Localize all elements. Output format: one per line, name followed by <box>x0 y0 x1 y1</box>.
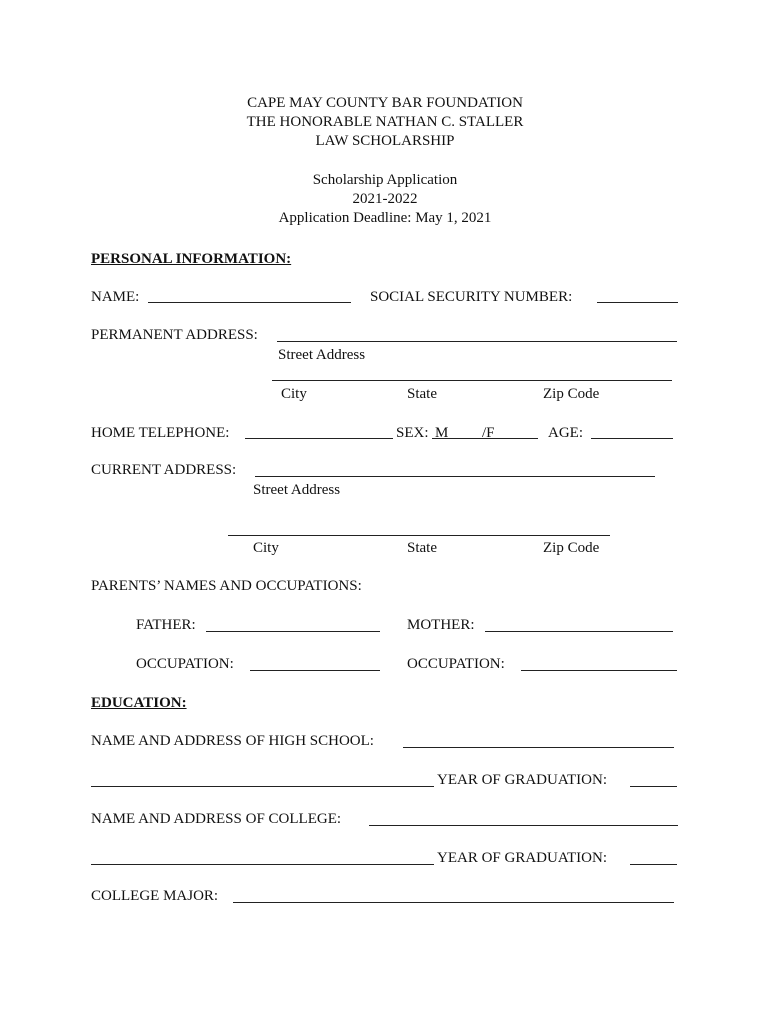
college-major-field[interactable] <box>233 902 674 903</box>
college-year-label: YEAR OF GRADUATION: <box>437 850 608 866</box>
college-major-label: COLLEGE MAJOR: <box>91 888 219 904</box>
application-title: Scholarship Application <box>312 172 458 188</box>
high-school-field[interactable] <box>403 747 674 748</box>
permanent-address-label: PERMANENT ADDRESS: <box>91 327 258 343</box>
foundation-title: CAPE MAY COUNTY BAR FOUNDATION <box>247 95 523 111</box>
scholarship-title: LAW SCHOLARSHIP <box>315 133 455 149</box>
permanent-zip-caption: Zip Code <box>543 386 600 402</box>
high-school-year-label: YEAR OF GRADUATION: <box>437 772 608 788</box>
age-field[interactable] <box>591 438 673 439</box>
name-label: NAME: <box>91 289 140 305</box>
permanent-street-caption: Street Address <box>278 347 366 363</box>
father-occupation-label: OCCUPATION: <box>136 656 234 672</box>
high-school-year-field[interactable] <box>630 786 677 787</box>
current-street-caption: Street Address <box>253 482 341 498</box>
home-telephone-label: HOME TELEPHONE: <box>91 425 230 441</box>
mother-occupation-field[interactable] <box>521 670 677 671</box>
college-field-line2[interactable] <box>91 864 434 865</box>
permanent-state-caption: State <box>407 386 437 402</box>
education-heading: EDUCATION: <box>91 695 187 711</box>
name-field[interactable] <box>148 302 351 303</box>
home-telephone-field[interactable] <box>245 438 393 439</box>
father-field[interactable] <box>206 631 380 632</box>
age-label: AGE: <box>548 425 583 441</box>
ssn-field[interactable] <box>597 302 678 303</box>
mother-field[interactable] <box>485 631 673 632</box>
current-state-caption: State <box>407 540 437 556</box>
current-city-caption: City <box>253 540 279 556</box>
college-year-field[interactable] <box>630 864 677 865</box>
ssn-label: SOCIAL SECURITY NUMBER: <box>370 289 573 305</box>
current-street-field[interactable] <box>255 476 655 477</box>
mother-label: MOTHER: <box>407 617 475 633</box>
high-school-field-line2[interactable] <box>91 786 434 787</box>
sex-option-m: M <box>435 425 449 441</box>
permanent-city-state-zip-field[interactable] <box>272 380 672 381</box>
father-occupation-field[interactable] <box>250 670 380 671</box>
current-address-label: CURRENT ADDRESS: <box>91 462 237 478</box>
high-school-label: NAME AND ADDRESS OF HIGH SCHOOL: <box>91 733 374 749</box>
permanent-street-field[interactable] <box>277 341 677 342</box>
honoree-title: THE HONORABLE NATHAN C. STALLER <box>246 114 524 130</box>
current-zip-caption: Zip Code <box>543 540 600 556</box>
sex-label: SEX: <box>396 425 429 441</box>
parents-label: PARENTS’ NAMES AND OCCUPATIONS: <box>91 578 362 594</box>
application-deadline: Application Deadline: May 1, 2021 <box>278 210 492 226</box>
college-label: NAME AND ADDRESS OF COLLEGE: <box>91 811 342 827</box>
mother-occupation-label: OCCUPATION: <box>407 656 505 672</box>
college-field[interactable] <box>369 825 678 826</box>
current-city-state-zip-field[interactable] <box>228 535 610 536</box>
father-label: FATHER: <box>136 617 196 633</box>
permanent-city-caption: City <box>281 386 307 402</box>
personal-info-heading: PERSONAL INFORMATION: <box>91 251 292 267</box>
application-years: 2021-2022 <box>352 191 418 207</box>
sex-option-f: /F <box>482 425 495 441</box>
